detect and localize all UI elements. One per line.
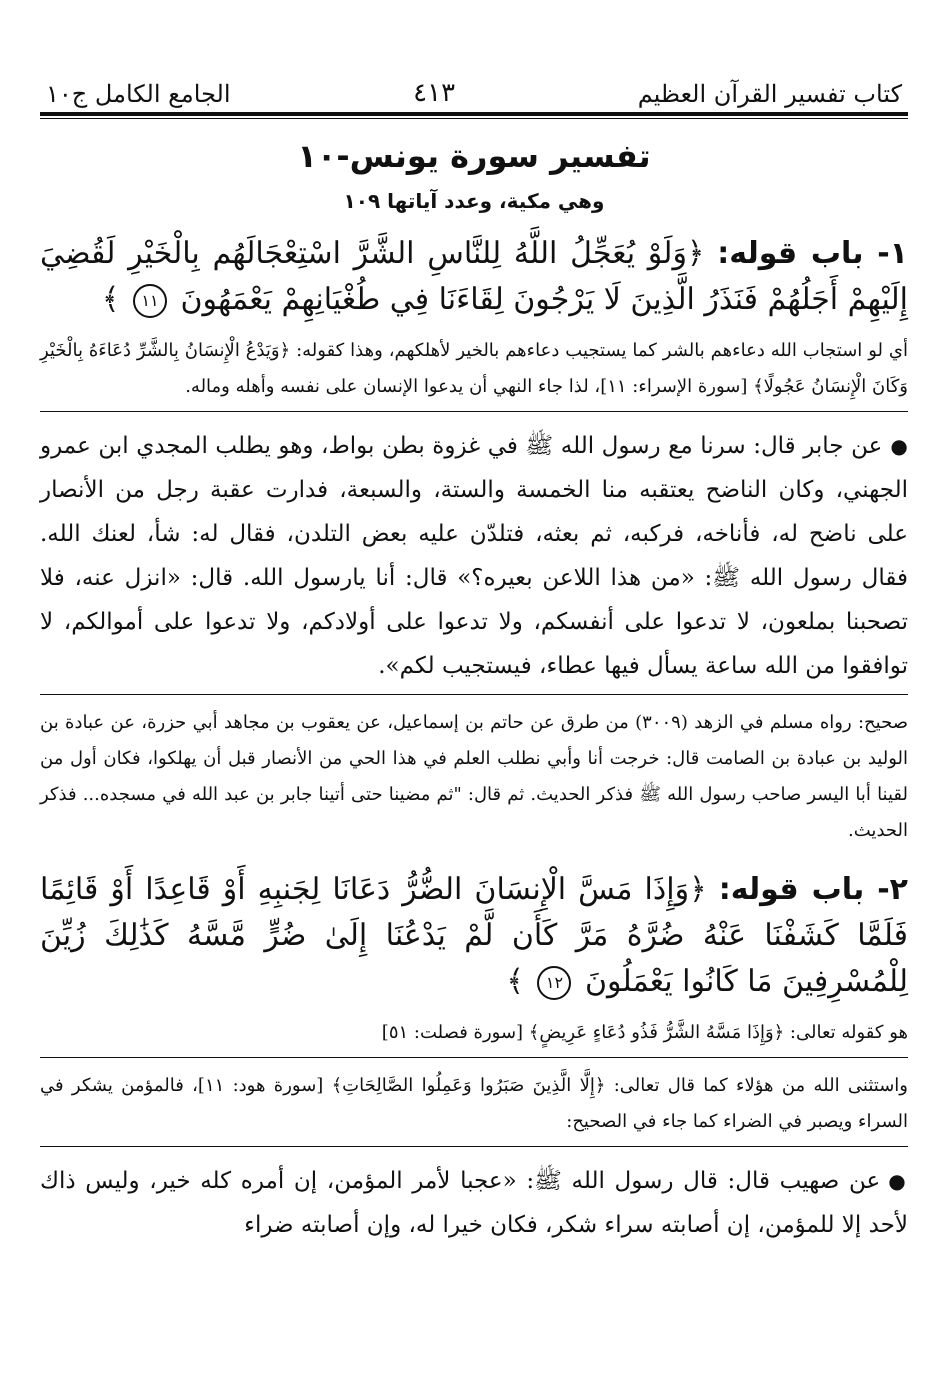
- takhrij-paragraph: صحيح: رواه مسلم في الزهد (٣٠٠٩) من طرق عن حاتم بن إسماعيل، عن يعقوب بن مجاهد أبي حزرة، عن عبادة بن الوليد بن عبادة بن الصامت قال: خرجت أنا وأبي نطلب العلم في هذا الحي من الأنصار قبل أن يهلكوا، فكان أول من لقينا أبا اليسر صاحب رسول الله ﷺ فذكر الحديث. ثم قال: "ثم مضينا حتى أتينا جابر بن عبد الله في مسجده... فذكر الحديث.: [40, 712, 909, 841]
- section-divider: [40, 411, 908, 412]
- section-divider: [40, 1146, 908, 1147]
- header-rule-thin: [40, 118, 908, 119]
- section-divider: [40, 1057, 908, 1058]
- bab-2-heading: [40, 867, 908, 1005]
- header-rule-thick: [40, 112, 908, 116]
- hadith-suhaib: [40, 1159, 908, 1247]
- running-header: [40, 56, 908, 108]
- tafsir-paragraph-1: أي لو استجاب الله دعاءهم بالشر كما يستجيب دعاءهم بالخير لأهلكهم، وهذا كقوله: ﴿وَيَدْعُ الْإِنسَانُ بِالشَّرِّ دُعَاءَهُ بِالْخَيْرِ وَكَانَ الْإِنسَانُ عَجُولًا﴾ [سورة الإسراء: ١١]، لذا جاء النهي أن يدعوا الإنسان على نفسه وأهله وماله.: [40, 340, 908, 397]
- volume-title: الجامع الكامل ج١٠: [46, 80, 231, 108]
- hadith-jabir: [40, 424, 908, 688]
- verse-close-bracket: ﴾: [506, 964, 524, 999]
- hadith-jabir-text: عن جابر قال: سرنا مع رسول الله ﷺ في غزوة بطن بواط، وهو يطلب المجدي ابن عمرو الجهني، وكان الناضح يعتقبه منا الخمسة والستة، والسبعة، فدارت عقبة رجل من الأنصار على ناضح له، فأناخه، فركبه، ثم بعثه، فتلدّن عليه بعض التلدن، فقال له: شأ، لعنك الله. فقال رسول الله ﷺ: «من هذا اللاعن بعيره؟» قال: أنا يارسول الله. قال: «انزل عنه، فلا تصحبنا بملعون، لا تدعوا على أنفسكم، ولا تدعوا على أولادكم، ولا تدعوا على أموالكم، لا توافقوا من الله ساعة يسأل فيها عطاء، فيستجيب لكم».: [40, 433, 908, 679]
- bullet-icon: ●: [888, 1169, 909, 1193]
- surah-title: تفسير سورة يونس-١٠: [297, 137, 651, 175]
- book-title: كتاب تفسير القرآن العظيم: [637, 80, 902, 108]
- section-divider: [40, 694, 908, 695]
- tafsir-paragraph-2b: واستثنى الله من هؤلاء كما قال تعالى: ﴿إِلَّا الَّذِينَ صَبَرُوا وَعَمِلُوا الصَّالِحَاتِ﴾ [سورة هود: ١١]، فالمؤمن يشكر في السراء ويصبر في الضراء كما جاء في الصحيح:: [40, 1075, 908, 1132]
- tafsir-paragraph-2a: هو كقوله تعالى: ﴿وَإِذَا مَسَّهُ الشَّرُّ فَذُو دُعَاءٍ عَرِيضٍ﴾ [سورة فصلت: ٥١]: [381, 1022, 908, 1043]
- bullet-icon: ●: [890, 434, 908, 458]
- verse-close-bracket: ﴾: [101, 282, 120, 317]
- page-number: ٤١٣: [413, 78, 456, 108]
- bab-1-label: ١- باب قوله:: [717, 236, 908, 271]
- surah-subtitle: وهي مكية، وعدد آياتها ١٠٩: [343, 189, 605, 213]
- bab-1-verse: ﴿وَلَوْ يُعَجِّلُ اللَّهُ لِلنَّاسِ الشَّرَّ اسْتِعْجَالَهُم بِالْخَيْرِ لَقُضِيَ إِلَيْهِمْ أَجَلُهُمْ فَنَذَرُ الَّذِينَ لَا يَرْجُونَ لِقَاءَنَا فِي طُغْيَانِهِمْ يَعْمَهُونَ: [40, 236, 908, 317]
- book-page: [40, 56, 908, 1378]
- bab-2-verse: ﴿وَإِذَا مَسَّ الْإِنسَانَ الضُّرُّ دَعَانَا لِجَنبِهِ أَوْ قَاعِدًا أَوْ قَائِمًا فَلَمَّا كَشَفْنَا عَنْهُ ضُرَّهُ مَرَّ كَأَن لَّمْ يَدْعُنَا إِلَىٰ ضُرٍّ مَّسَّهُ كَذَٰلِكَ زُيِّنَ لِلْمُسْرِفِينَ مَا كَانُوا يَعْمَلُونَ: [40, 872, 908, 999]
- bab-1-heading: [40, 231, 908, 323]
- hadith-suhaib-text: عن صهيب قال: قال رسول الله ﷺ: «عجبا لأمر المؤمن، إن أمره كله خير، وليس ذاك لأحد إلا للمؤمن، إن أصابته سراء شكر، فكان خيرا له، وإن أصابته ضراء: [40, 1168, 908, 1238]
- ayah-number-12: ١٢: [537, 966, 571, 1000]
- ayah-number-11: ١١: [133, 284, 167, 318]
- bab-2-label: ٢- باب قوله:: [718, 872, 908, 907]
